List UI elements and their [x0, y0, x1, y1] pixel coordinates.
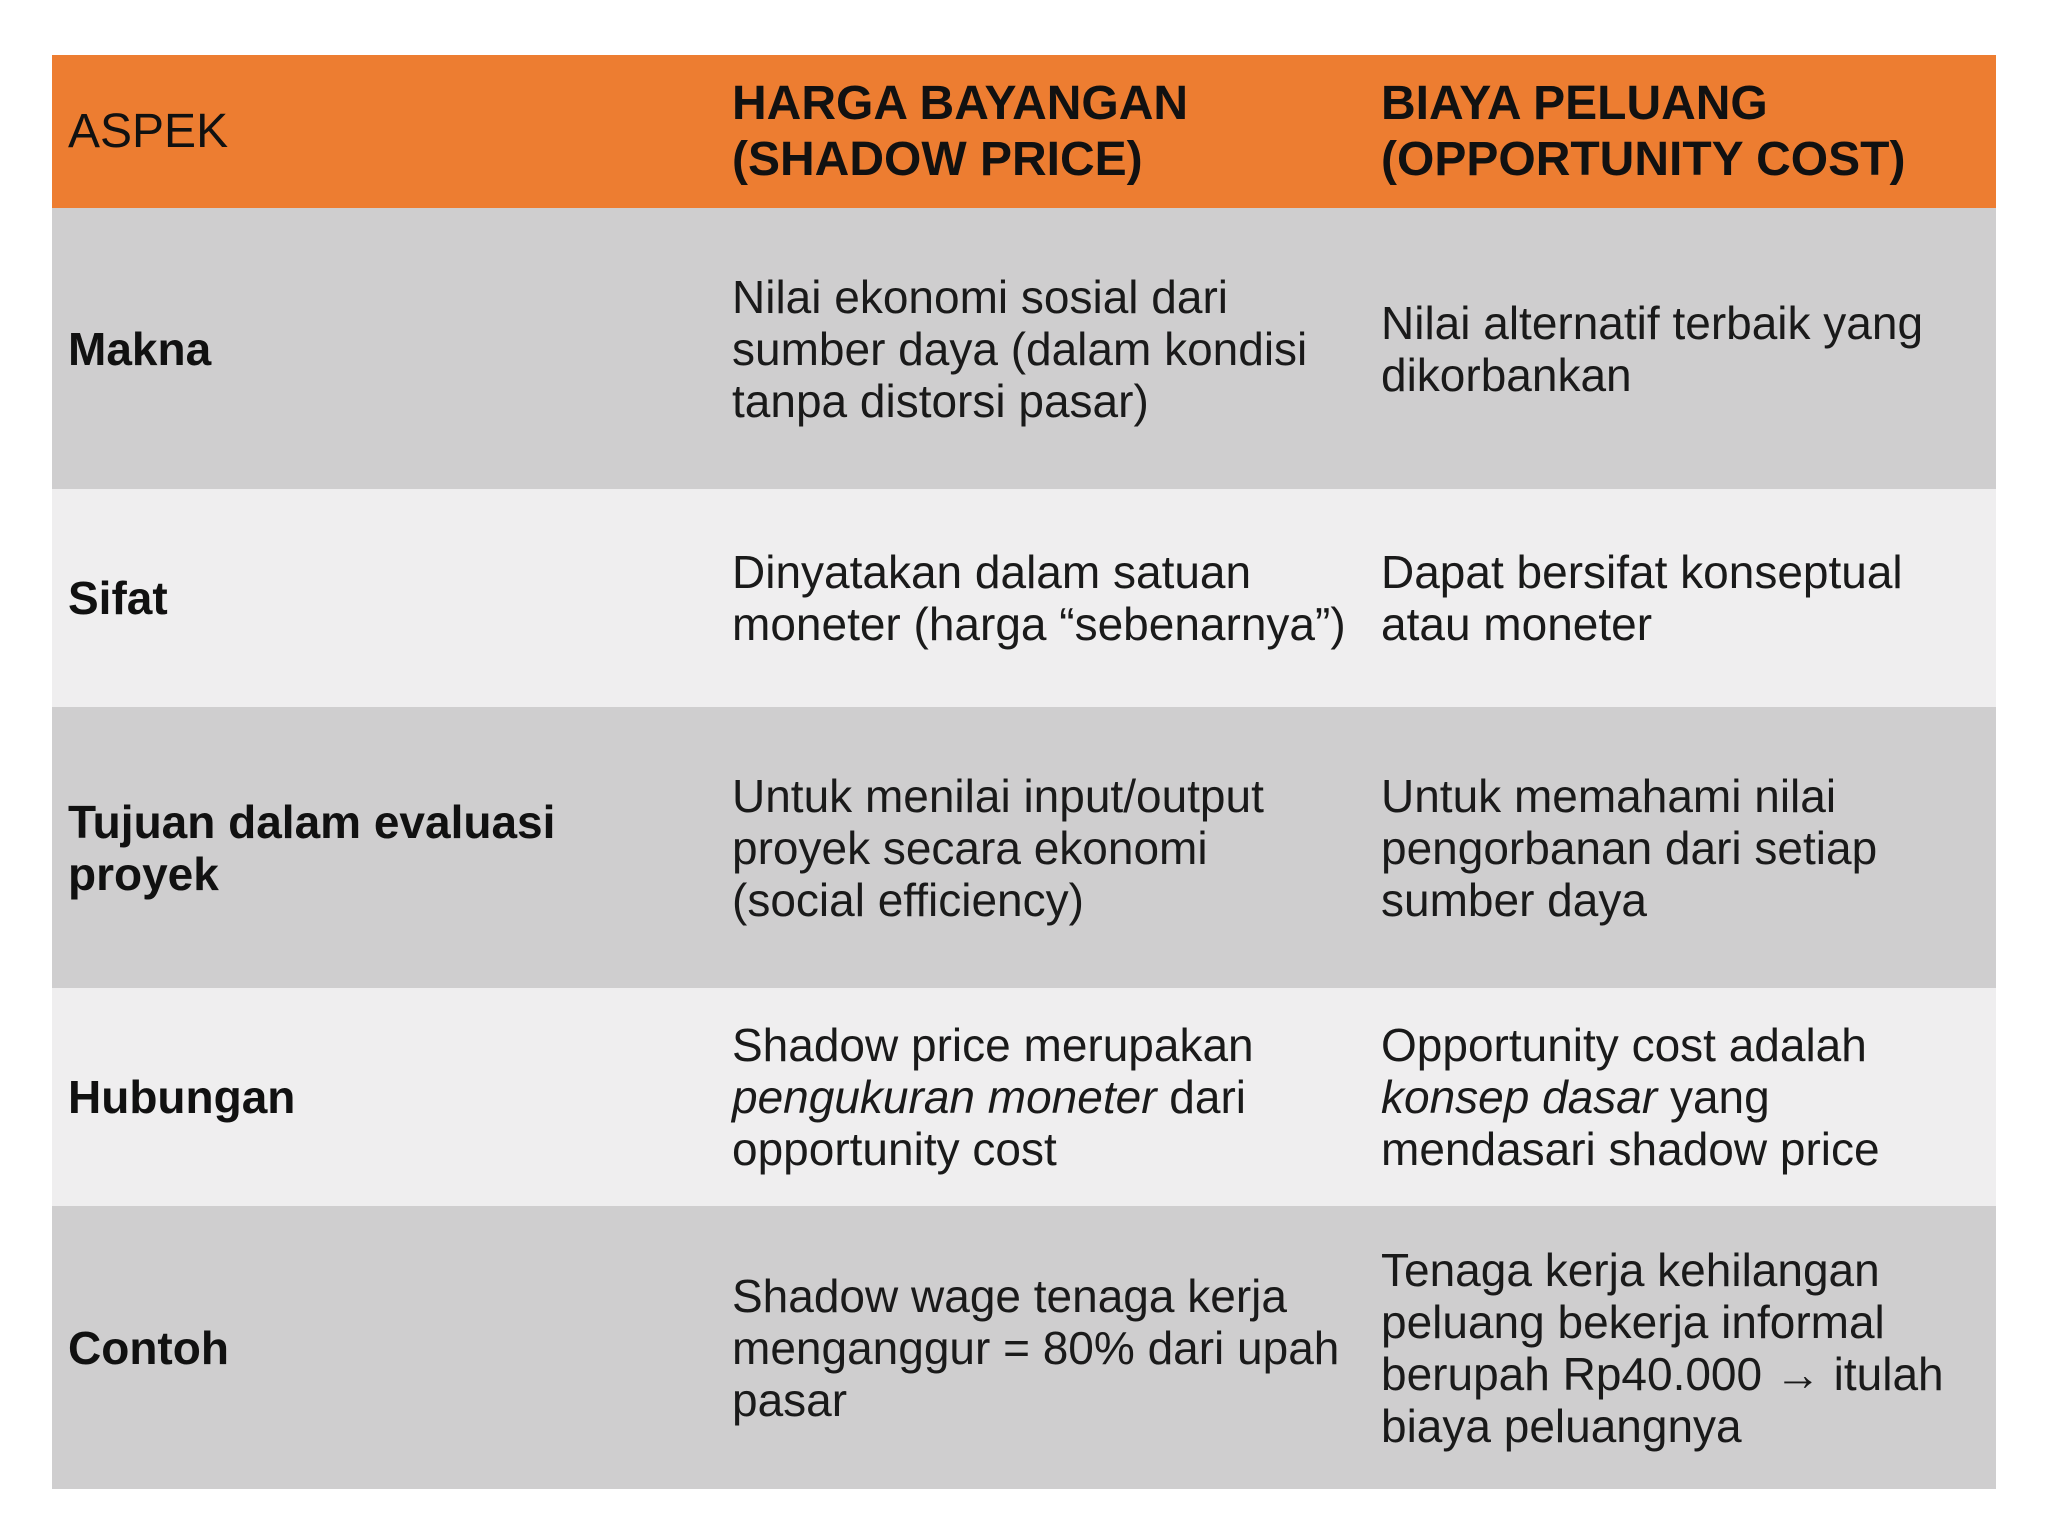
cell-aspek-makna: Makna	[68, 322, 212, 375]
table-header-row	[52, 55, 1996, 208]
header-shadow-price-line2: (SHADOW PRICE)	[732, 132, 1143, 186]
header-opportunity-cost-line1: BIAYA PELUANG	[1381, 76, 1768, 130]
cell-opportunity-cost-hubungan	[1365, 988, 1996, 1206]
header-opportunity-cost-line2: (OPPORTUNITY COST)	[1381, 132, 1906, 186]
text-shadow-price-hubungan-emphasis: pengukuran moneter	[732, 1071, 1157, 1123]
table-row-sifat	[52, 489, 1996, 707]
table-row-makna	[52, 208, 1996, 489]
header-aspek: ASPEK	[68, 104, 229, 158]
text-shadow-price-hubungan-post: dari opportunity cost	[732, 1071, 1246, 1175]
cell-opportunity-cost-sifat: Dapat bersifat konseptual atau moneter	[1381, 546, 1903, 650]
table-row-contoh	[52, 1206, 1996, 1489]
table-row-hubungan	[52, 988, 1996, 1206]
cell-opportunity-cost-contoh: Tenaga kerja kehilangan peluang bekerja informal berupah Rp40.000 → itulah biaya peluangnya	[1381, 1243, 1944, 1452]
cell-opportunity-cost-tujuan: Untuk memahami nilai pengorbanan dari setiap sumber daya	[1381, 769, 1878, 926]
text-opportunity-cost-hubungan-post: yang mendasari shadow price	[1381, 1071, 1880, 1175]
text-shadow-price-hubungan-pre: Shadow price merupakan	[732, 1019, 1254, 1071]
cell-opportunity-cost-makna: Nilai alternatif terbaik yang dikorbankan	[1381, 296, 1924, 401]
cell-shadow-price-sifat: Dinyatakan dalam satuan moneter (harga “sebenarnya”)	[732, 546, 1346, 650]
cell-aspek-sifat: Sifat	[68, 572, 168, 624]
header-shadow-price-line1: HARGA BAYANGAN	[732, 76, 1189, 130]
cell-aspek-hubungan: Hubungan	[68, 1071, 296, 1123]
text-opportunity-cost-hubungan-emphasis: konsep dasar	[1381, 1071, 1658, 1123]
header-shadow-price	[716, 55, 1365, 208]
table-row-tujuan	[52, 707, 1996, 988]
cell-shadow-price-tujuan: Untuk menilai input/output proyek secara ekonomi (social efficiency)	[732, 769, 1264, 926]
cell-aspek-contoh: Contoh	[68, 1321, 229, 1374]
cell-aspek-tujuan: Tujuan dalam evaluasi proyek	[68, 795, 556, 900]
comparison-table	[52, 55, 1996, 1489]
cell-shadow-price-hubungan	[716, 988, 1365, 1206]
cell-shadow-price-contoh: Shadow wage tenaga kerja menganggur = 80% dari upah pasar	[732, 1269, 1340, 1426]
cell-shadow-price-makna: Nilai ekonomi sosial dari sumber daya (dalam kondisi tanpa distorsi pasar)	[732, 270, 1308, 427]
text-opportunity-cost-hubungan-pre: Opportunity cost adalah	[1381, 1019, 1867, 1071]
header-opportunity-cost	[1365, 55, 1996, 208]
